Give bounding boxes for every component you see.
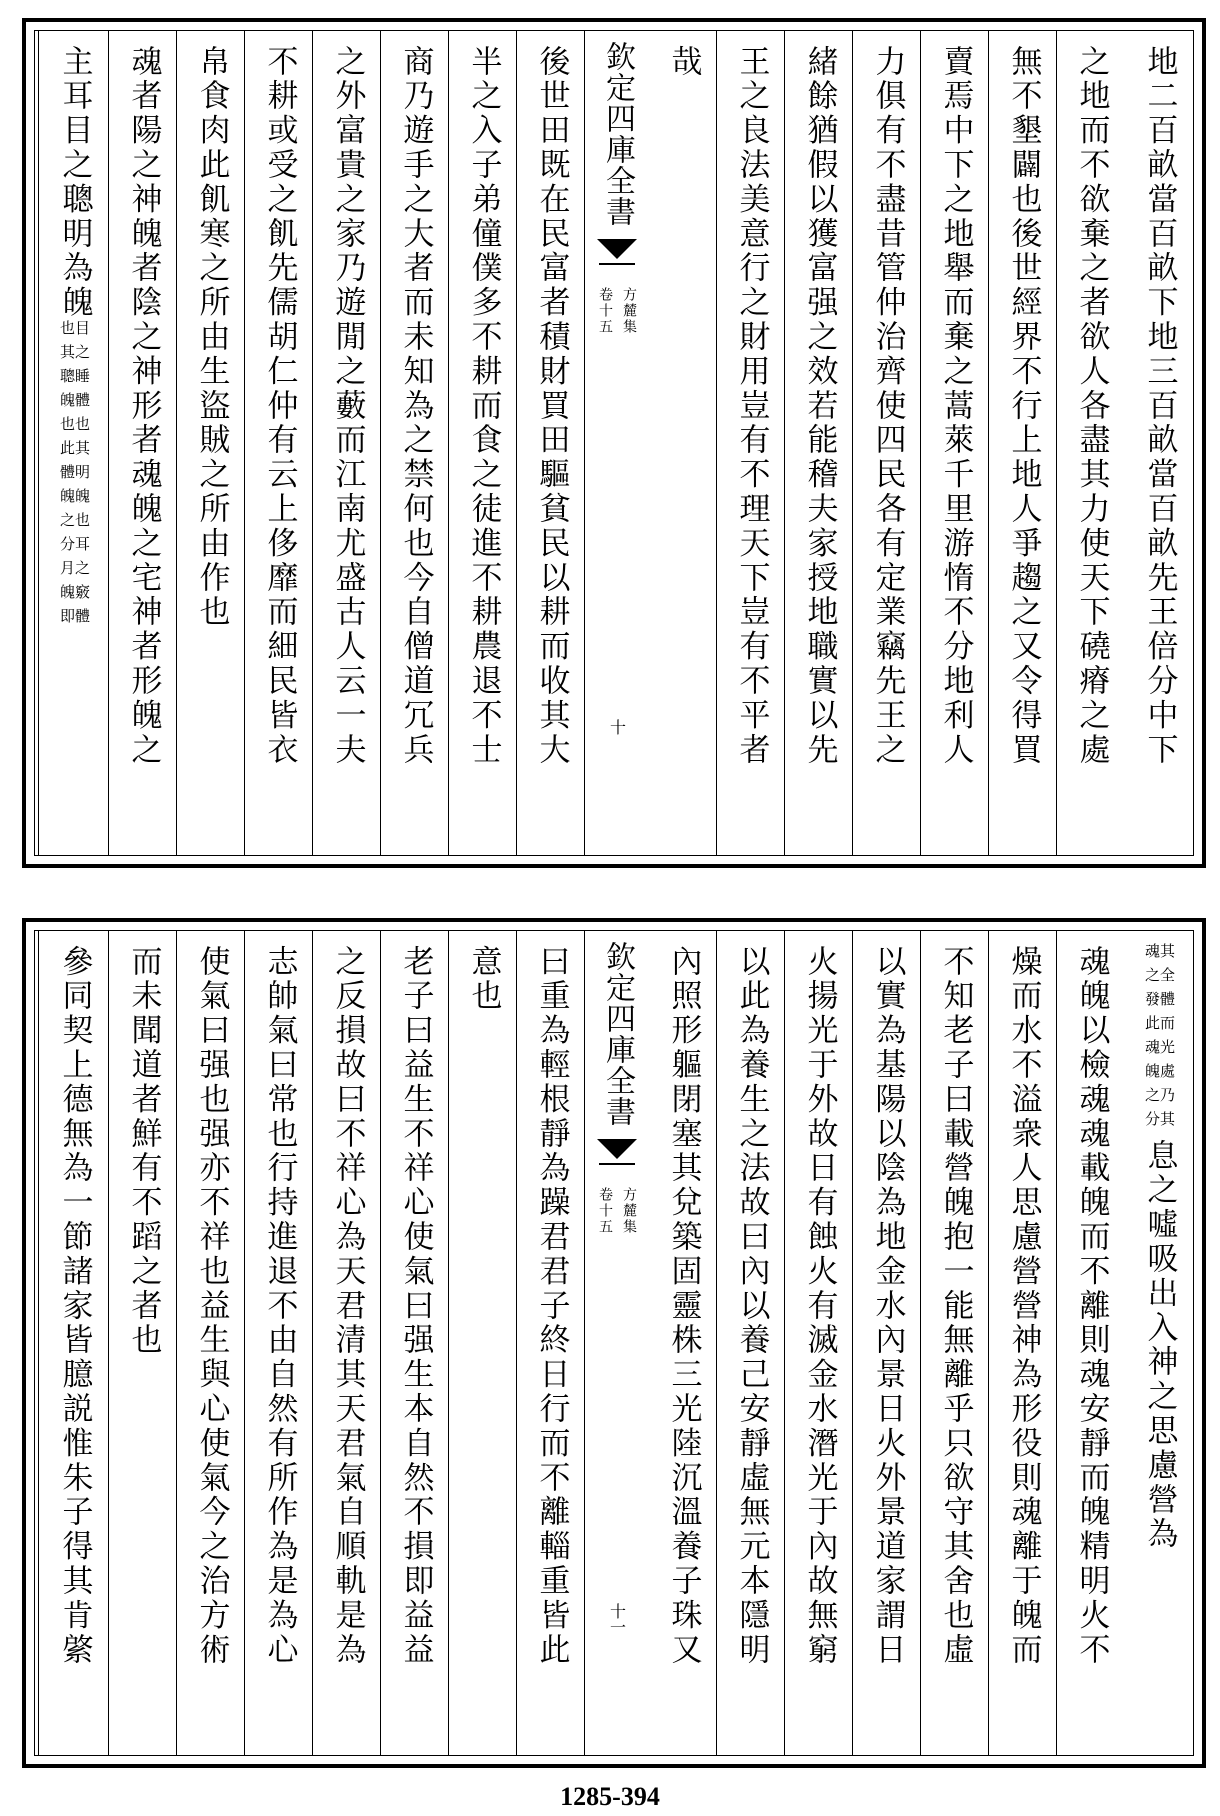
text-column: 燥而水不溢衆人思慮營營神為形役則魂離于魄而	[988, 931, 1057, 1755]
center-gutter	[584, 31, 649, 855]
gutter-book-info	[595, 265, 639, 335]
text-column: 商乃遊手之大者而未知為之禁何也今自僧道冗兵	[380, 31, 449, 855]
text-column-with-note: 主耳目之聰明為魄 目之睡體也其明魄也耳之竅體 也其聰魄也此體魄之分月魄即	[38, 31, 109, 855]
text-column: 力俱有不盡昔管仲治齊使四民各有定業竊先王之	[852, 31, 921, 855]
text-column: 緒餘猶假以獲富强之效若能稽夫家授地職實以先	[784, 31, 853, 855]
text-column: 賣焉中下之地舉而棄之蒿萊千里游惰不分地利人	[920, 31, 989, 855]
text-column: 後世田既在民富者積財買田驅貧民以耕而收其大	[516, 31, 585, 855]
leaf-number: 十一	[607, 1603, 627, 1635]
text-column: 王之良法美意行之財用豈有不理天下豈有不平者	[716, 31, 785, 855]
lower-page-frame	[34, 930, 1194, 1756]
annotation-note: 目之睡體也其明魄也耳之竅體 也其聰魄也此體魄之分月魄即	[58, 320, 91, 633]
text-column: 內照形軀閉塞其兌築固靈株三光陸沉溫養子珠又	[648, 931, 717, 1755]
text-column: 意也	[448, 931, 517, 1755]
text-column: 不知老子曰載營魄抱一能無離乎只欲守其舍也虛	[920, 931, 989, 1755]
text-column-with-note: 其全體而光處乃其 魂之發此魂魄之分 息之噓吸出入神之思慮營為	[1125, 931, 1193, 1755]
book-title: 方麓集	[621, 287, 637, 335]
text-column: 以實為基陽以陰為地金水內景日火外景道家謂日	[852, 931, 921, 1755]
text-column: 地二百畝當百畝下地三百畝當百畝先王倍分中下	[1141, 45, 1178, 768]
leaf-number: 十	[607, 719, 627, 735]
center-gutter	[584, 931, 649, 1755]
text-column: 帛食肉此飢寒之所由生盜賊之所由作也	[176, 31, 245, 855]
lower-page	[22, 918, 1206, 1768]
gutter-book-info	[595, 1165, 639, 1235]
book-title: 方麓集	[621, 1187, 637, 1235]
annotation-note: 其全體而光處乃其 魂之發此魂魄之分	[1143, 943, 1176, 1135]
text-column: 老子曰益生不祥心使氣曰强生本自然不損即益益	[380, 931, 449, 1755]
text-column: 火揚光于外故日有蝕火有滅金水潛光于內故無窮	[784, 931, 853, 1755]
text-column: 志帥氣曰常也行持進退不由自然有所作為是為心	[244, 931, 313, 1755]
upper-page	[22, 18, 1206, 868]
text-column: 不耕或受之飢先儒胡仁仲有云上侈靡而細民皆衣	[244, 31, 313, 855]
text-column: 以此為養生之法故曰內以養己安靜虛無元本隱明	[716, 931, 785, 1755]
page-number: 1285-394	[560, 1782, 660, 1811]
text-column: 哉	[648, 31, 717, 855]
text-column: 無不墾闢也後世經界不行上地人爭趨之又令得買	[988, 31, 1057, 855]
text-column: 參同契上德無為一節諸家皆臆説惟朱子得其肯綮	[38, 931, 109, 1755]
juan-label: 卷十五	[597, 287, 613, 335]
fish-tail-mark-icon	[597, 1139, 637, 1159]
upper-page-frame	[34, 30, 1194, 856]
text-column: 之反損故曰不祥心為天君清其天君氣自順軌是為	[312, 931, 381, 1755]
juan-label: 卷十五	[597, 1187, 613, 1235]
text-column: 使氣曰强也强亦不祥也益生與心使氣今之治方術	[176, 931, 245, 1755]
gutter-title: 欽定四庫全書	[600, 941, 635, 1127]
gutter-title: 欽定四庫全書	[600, 41, 635, 227]
text-column: 之地而不欲棄之者欲人各盡其力使天下磽瘠之處	[1056, 31, 1125, 855]
text-column: 魂魄以檢魂魂載魄而不離則魂安靜而魄精明火不	[1056, 931, 1125, 1755]
text-column: 半之入子弟僮僕多不耕而食之徒進不耕農退不士	[448, 31, 517, 855]
text-column: 之外富貴之家乃遊閒之藪而江南尤盛古人云一夫	[312, 31, 381, 855]
text-column: 魂者陽之神魄者陰之神形者魂魄之宅神者形魄之	[108, 31, 177, 855]
text-column: 曰重為輕根靜為躁君君子終日行而不離輜重皆此	[516, 931, 585, 1755]
fish-tail-mark-icon	[597, 239, 637, 259]
text-column: 而未聞道者鮮有不蹈之者也	[108, 931, 177, 1755]
